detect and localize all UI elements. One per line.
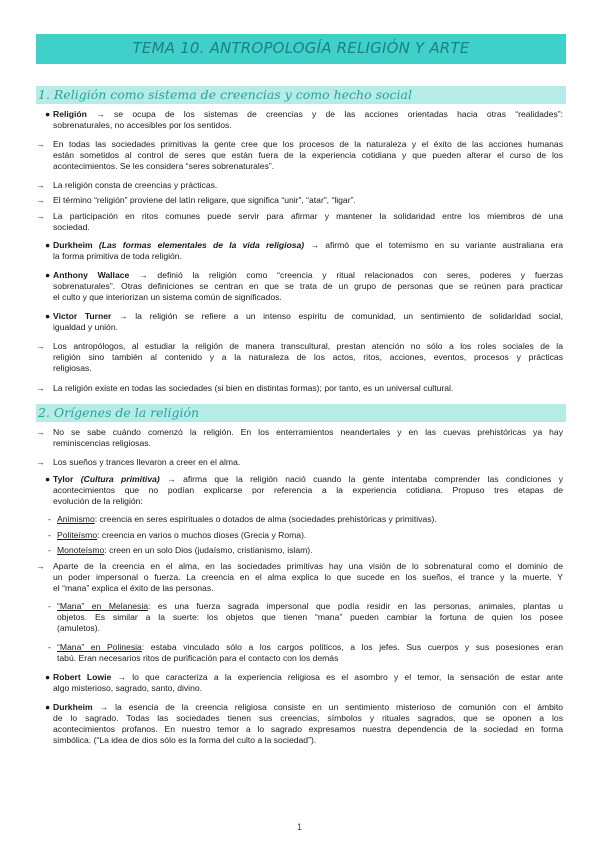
para-line: religión sino también al contenido y a la naturaleza de los actos, ritos, acciones, eventos, procesos y prácticas (53, 352, 563, 362)
para-line: sobrenaturales”. Otras definiciones se centran en que se trata de un grupo de personas que se reúnen para practicar (53, 281, 563, 291)
stage-politeismo (57, 530, 306, 541)
book-title: (Cultura primitiva) (80, 474, 160, 484)
para-line: el “mana” explica el éxito de las personas. (53, 583, 214, 593)
wallace-text-1: definió la religión como “creencia y ritual relacionados con seres, poderes y fuerzas (157, 270, 564, 280)
bullet-icon: ● (45, 311, 51, 321)
para-line: La participación en ritos comunes puede servir para afirmar y mantener la solidaridad entre los miembros de una (53, 211, 563, 221)
para-line: el culto y que interiorizan un sistema común de significados. (53, 292, 282, 302)
term-animismo: Animismo (57, 514, 95, 524)
arrow-icon: → (99, 702, 109, 712)
arrow-icon: → (36, 139, 45, 149)
para-line: reminiscencias religiosas. (53, 438, 151, 448)
stage-text: : creen en un solo Dios (judaísmo, cristianismo, islam). (104, 545, 313, 555)
para-line: objetos. Es similar a la suerte: los objetos que tienen “mana” pueden cambiar la fortuna de quien los posee (57, 612, 563, 622)
arrow-icon: → (36, 561, 45, 571)
arrow-icon: → (36, 195, 45, 205)
arrow-icon: → (36, 180, 45, 190)
mana-text: : es una fuerza sagrada impersonal que podía residir en las personas, animales, plantas u (148, 601, 563, 611)
arrow-icon: → (96, 109, 105, 119)
author-durkheim: Durkheim (53, 240, 93, 250)
para-line: (amuletos). (57, 623, 100, 633)
book-title: (Las formas elementales de la vida religiosa) (98, 240, 305, 250)
lowie-text-1: lo que caracteriza a la experiencia religiosa es el asombro y el temor, la sensación de estar ante (132, 672, 563, 682)
religion-text-1: se ocupa de los sistemas de creencias y de las acciones orientadas hacia otras “realidades”: (114, 109, 564, 119)
wallace-line-1 (53, 270, 563, 281)
mana-melanesia-line-1 (57, 601, 563, 612)
tylor-line-1 (53, 474, 563, 485)
para-line: Aparte de la creencia en el alma, en las sociedades primitivas hay una visión de lo sobrenatural como el dominio de (53, 561, 563, 571)
para-line: La religión existe en todas las sociedades (si bien en distintas formas); por tanto, es un universal cultural. (53, 383, 454, 393)
section-1-title: 1. Religión como sistema de creencias y como hecho social (38, 87, 412, 102)
durkheim-text-1: la esencia de la creencia religiosa consiste en un sentimiento misterioso de comunión con el ámbito (115, 702, 563, 712)
religion-line-2: sobrenaturales, no accesibles por los sentidos. (53, 120, 232, 130)
dash-marker: - (48, 514, 51, 524)
arrow-icon: → (167, 474, 176, 484)
dash-marker: - (48, 601, 51, 611)
para-line: sociedad. (53, 222, 90, 232)
para-line: evolución de la religión: (53, 496, 143, 506)
bullet-icon: ● (45, 702, 51, 712)
section-2-header (36, 404, 566, 422)
author-durkheim: Durkheim (53, 702, 93, 712)
author-tylor: Tylor (53, 474, 74, 484)
para-line: No se sabe cuándo comenzó la religión. En los enterramientos neandertales y en las cuevas prehistóricas ya hay (53, 427, 563, 437)
bullet-icon: ● (45, 474, 51, 484)
para-line: El término “religión” proviene del latín religare, que significa “unir”, “atar”, “ligar”. (53, 195, 356, 205)
dash-marker: - (48, 642, 51, 652)
author-lowie: Robert Lowie (53, 672, 112, 682)
turner-text-1: la religión se refiere a un intenso espíritu de comunidad, un sentimiento de solidaridad social, (135, 311, 563, 321)
para-line: tabú. Eran necesarios ritos de purificación para el contacto con los demás (57, 653, 339, 663)
arrow-icon: → (36, 427, 45, 437)
dash-marker: - (48, 545, 51, 555)
para-line: un poder impersonal o fuerza. La creencia en el alma explica lo que sucede en los sueños, el trance y la muerte. Y (53, 572, 563, 582)
para-line: acontecimientos que no podían explicarse por referencia a la experiencia cotidiana. Propuso tres etapas de (53, 485, 563, 495)
turner-line-1 (53, 311, 563, 322)
durkheim-line-1 (53, 240, 563, 251)
para-line: acontecimientos profanos. En nuestro temor a lo sagrado expresamos nuestra dependencia de la sociedad en forma (53, 724, 563, 734)
mana-polinesia-line-1 (57, 642, 563, 653)
arrow-icon: → (310, 240, 319, 250)
term-monoteismo: Monoteísmo (57, 545, 105, 555)
para-line: religiosas. (53, 363, 92, 373)
arrow-icon: → (139, 270, 148, 280)
durkheim2-line-1 (53, 702, 563, 713)
religion-line-1 (53, 109, 563, 120)
title-bar (36, 34, 566, 64)
page-title: TEMA 10. ANTROPOLOGÍA RELIGIÓN Y ARTE (132, 39, 470, 57)
arrow-icon: → (36, 211, 45, 221)
bullet-icon: ● (45, 240, 51, 250)
para-line: En todas las sociedades primitivas la gente cree que los procesos de la naturaleza y el éxito de las acciones humanas (53, 139, 563, 149)
stage-animismo (57, 514, 437, 525)
section-2-title: 2. Orígenes de la religión (38, 405, 200, 420)
para-line: de lo sagrado. Todas las sociedades tienen sus creencias, símbolos y rituales sagrados, que se oponen a los (53, 713, 563, 723)
para-line: acontecimientos. Se les considera “seres sobrenaturales”. (53, 161, 275, 171)
para-line: Los antropólogos, al estudiar la religión de manera transcultural, prestan atención no sólo a los roles sociales de la (53, 341, 563, 351)
arrow-icon: → (119, 311, 128, 321)
para-line: simbólica. (“La idea de dios sólo es la forma del culto a la sociedad”). (53, 735, 317, 745)
bullet-icon: ● (45, 109, 51, 119)
stage-text: : creencia en seres espirituales o dotados de alma (sociedades prehistóricas y primitivas). (94, 514, 437, 524)
stage-text: : creencia en varios o muchos dioses (Grecia y Roma). (97, 530, 307, 540)
section-1-header (36, 86, 566, 104)
arrow-icon: → (36, 457, 45, 467)
lowie-line-1 (53, 672, 563, 683)
bullet-icon: ● (45, 270, 51, 280)
para-line: algo misterioso, sagrado, santo, divino. (53, 683, 203, 693)
mana-text: : estaba vinculado sólo a los cargos políticos, a los jefes. Sus cuerpos y sus posesiones eran (141, 642, 563, 652)
para-line: están sometidos al control de seres que están fuera de la experiencia cotidiana y que pueden alterar el curso de los (53, 150, 563, 160)
para-line: Los sueños y trances llevaron a creer en el alma. (53, 457, 241, 467)
bullet-icon: ● (45, 672, 51, 682)
arrow-icon: → (36, 383, 45, 393)
stage-monoteismo (57, 545, 313, 556)
arrow-icon: → (117, 672, 127, 682)
arrow-icon: → (36, 341, 45, 351)
term-politeismo: Politeísmo (57, 530, 98, 540)
term-religion: Religión (53, 109, 87, 119)
durkheim-text-1: afirmó que el totemismo en su variante australiana era (325, 240, 563, 250)
para-line: la forma primitiva de toda religión. (53, 251, 182, 261)
term-mana-polinesia: “Mana” en Polinesia (57, 642, 142, 652)
tylor-text-1: afirma que la religión nació cuando la gente intentaba comprender las condiciones y (183, 474, 563, 484)
author-turner: Victor Turner (53, 311, 112, 321)
author-wallace: Anthony Wallace (53, 270, 130, 280)
para-line: La religión consta de creencias y prácticas. (53, 180, 218, 190)
dash-marker: - (48, 530, 51, 540)
page-number: 1 (296, 822, 302, 832)
para-line: igualdad y unión. (53, 322, 118, 332)
term-mana-melanesia: “Mana” en Melanesia (57, 601, 149, 611)
